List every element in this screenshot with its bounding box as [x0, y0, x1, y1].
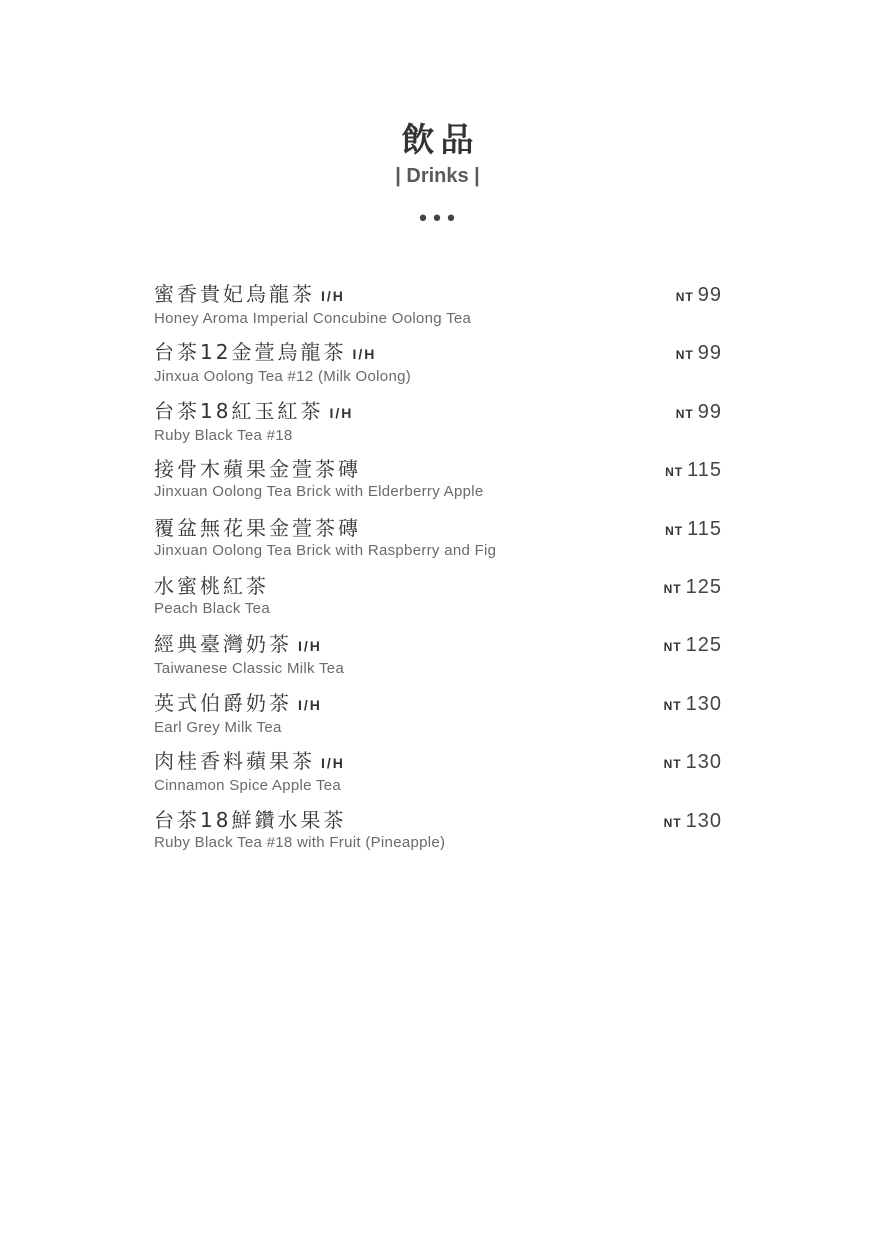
menu-item-name-en: Jinxua Oolong Tea #12 (Milk Oolong) — [154, 368, 412, 386]
menu-item-name-en: Jinxuan Oolong Tea Brick with Raspberry and Fig — [154, 541, 497, 559]
menu-item — [154, 629, 722, 687]
temperature-tag: I/H — [329, 404, 354, 421]
page-subtitle: | Drinks | — [395, 165, 480, 187]
menu-item-name-zh: 台茶18紅玉紅茶 — [154, 398, 324, 423]
menu-item-name-en: Cinnamon Spice Apple Tea — [154, 777, 342, 795]
menu-header — [0, 118, 875, 230]
menu-item-name-line — [154, 279, 722, 311]
menu-item-price — [676, 281, 722, 311]
menu-item — [154, 746, 722, 804]
menu-item-name-line — [154, 571, 722, 601]
menu-item-name-zh: 台茶12金萱烏龍茶 — [154, 340, 347, 365]
temperature-tag: I/H — [298, 638, 322, 655]
menu-item-name-zh: 接骨木蘋果金萱茶磚 — [154, 457, 361, 482]
menu-item — [154, 513, 722, 571]
price-currency: NT — [663, 640, 682, 655]
menu-item-name-line — [154, 396, 722, 428]
menu-item — [154, 337, 722, 395]
price-currency: NT — [663, 815, 682, 830]
menu-item-price — [676, 398, 722, 428]
menu-item-price — [664, 748, 722, 778]
price-amount: 130 — [685, 809, 722, 832]
price-amount: 99 — [697, 342, 722, 365]
price-currency: NT — [665, 523, 684, 538]
menu-item-name-line — [154, 805, 722, 835]
price-amount: 125 — [685, 634, 722, 657]
menu-item-name-en: Peach Black Tea — [154, 599, 270, 617]
menu-item-name-en: Taiwanese Classic Milk Tea — [154, 660, 345, 678]
menu-item-price — [664, 690, 722, 720]
menu-item-price — [665, 456, 722, 486]
menu-item-name-zh: 覆盆無花果金萱茶磚 — [154, 515, 361, 540]
price-amount: 130 — [685, 751, 722, 774]
temperature-tag: I/H — [321, 288, 345, 304]
menu-item-name-line — [154, 513, 722, 543]
menu-item-name-zh: 台茶18鮮鑽水果茶 — [154, 807, 347, 832]
menu-item-name-en: Ruby Black Tea #18 — [154, 426, 293, 444]
menu-item-name-en: Ruby Black Tea #18 with Fruit (Pineapple) — [154, 833, 446, 851]
price-currency: NT — [675, 290, 694, 304]
price-amount: 115 — [687, 459, 722, 482]
menu-item-name-line — [154, 629, 722, 661]
temperature-tag: I/H — [321, 755, 345, 772]
menu-item — [154, 688, 722, 746]
menu-item-name-line — [154, 688, 722, 720]
menu-item-price — [664, 631, 722, 661]
price-currency: NT — [663, 698, 682, 713]
menu-item-name-zh: 英式伯爵奶茶 — [154, 690, 292, 715]
menu-item — [154, 571, 722, 629]
menu-item-name-en: Jinxuan Oolong Tea Brick with Elderberry Apple — [154, 483, 484, 501]
menu-item-price — [664, 573, 722, 603]
menu-item — [154, 454, 722, 512]
price-currency: NT — [675, 348, 694, 363]
temperature-tag: I/H — [298, 696, 322, 713]
menu-item-price — [665, 515, 722, 545]
menu-item-name-en: Honey Aroma Imperial Concubine Oolong Tea — [154, 310, 472, 327]
menu-item-price — [676, 339, 722, 369]
price-amount: 125 — [685, 575, 722, 598]
price-currency: NT — [675, 406, 694, 421]
menu-item-name-line — [154, 337, 722, 369]
price-amount: 115 — [687, 517, 722, 540]
menu-item-name-line — [154, 454, 722, 484]
price-currency: NT — [665, 465, 684, 480]
price-amount: 99 — [697, 400, 722, 423]
menu-item-name-zh: 蜜香貴妃烏龍茶 — [154, 282, 315, 306]
price-amount: 130 — [685, 692, 722, 715]
price-amount: 99 — [697, 284, 722, 306]
menu-item-name-zh: 經典臺灣奶茶 — [154, 632, 292, 657]
menu-item — [154, 396, 722, 454]
menu-item — [154, 279, 722, 337]
menu-item — [154, 805, 722, 863]
drinks-menu-list — [154, 279, 722, 863]
temperature-tag: I/H — [352, 346, 377, 363]
menu-item-name-line — [154, 746, 722, 778]
price-currency: NT — [663, 757, 682, 772]
menu-item-name-en: Earl Grey Milk Tea — [154, 718, 282, 736]
menu-item-name-zh: 肉桂香料蘋果茶 — [154, 749, 315, 774]
page-title: 飲品 — [401, 120, 480, 159]
price-currency: NT — [663, 581, 682, 596]
section-divider: ••• — [416, 207, 459, 232]
menu-item-price — [664, 807, 722, 837]
menu-item-name-zh: 水蜜桃紅茶 — [154, 573, 269, 598]
